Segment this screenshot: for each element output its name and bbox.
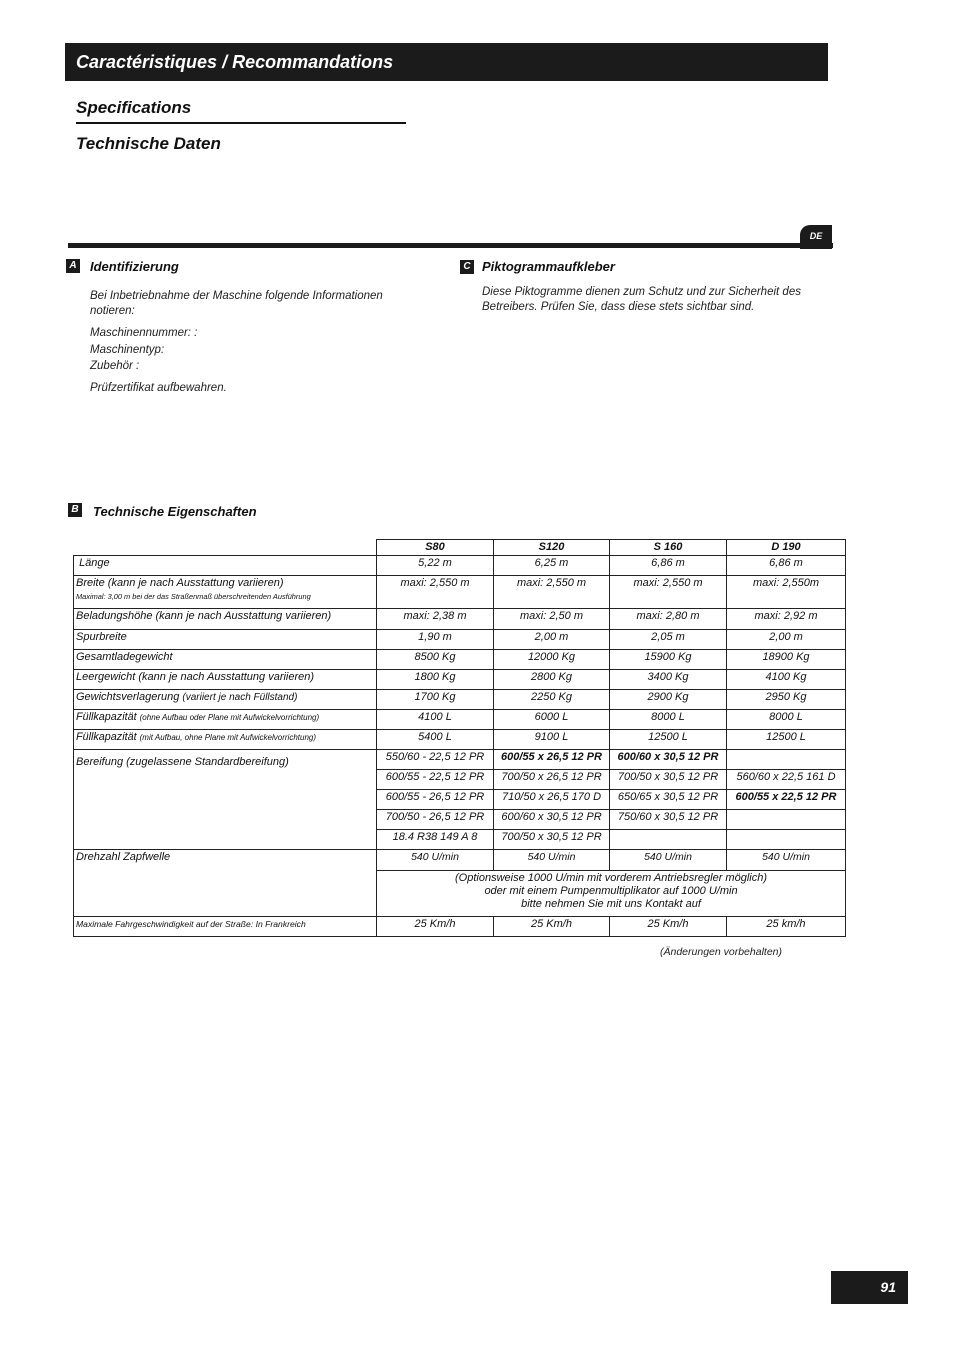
header-empty: [74, 540, 377, 556]
table-row: [74, 690, 846, 710]
tire-cell: 710/50 x 26,5 170 D: [494, 790, 610, 810]
row-note: Maximal: 3,00 m bei der das Straßenmaß überschreitenden Ausführung: [76, 592, 311, 601]
tire-cell: [727, 830, 846, 850]
section-a-letter: A: [66, 259, 80, 273]
section-c-title: Piktogrammaufkleber: [482, 259, 615, 274]
cell: 4100 L: [377, 710, 494, 730]
tire-cell: 600/55 - 26,5 12 PR: [377, 790, 494, 810]
row-label: Füllkapazität (ohne Aufbau oder Plane mit Aufwickelvorrichtung): [74, 710, 377, 730]
row-label: Maximale Fahrgeschwindigkeit auf der Straße: In Frankreich: [74, 917, 377, 937]
tire-cell: 700/50 x 26,5 12 PR: [494, 770, 610, 790]
tire-cell: 600/60 x 30,5 12 PR: [610, 750, 727, 770]
cell: 2800 Kg: [494, 670, 610, 690]
column-header: D 190: [727, 540, 846, 556]
cell: 12000 Kg: [494, 650, 610, 670]
footnote: (Änderungen vorbehalten): [660, 946, 783, 958]
table-row: [74, 917, 846, 937]
cell: 2,05 m: [610, 630, 727, 650]
row-label: Bereifung (zugelassene Standardbereifung): [74, 750, 377, 850]
cell: maxi: 2,550m: [727, 576, 846, 609]
section-rule: [68, 243, 833, 248]
cell: 2900 Kg: [610, 690, 727, 710]
cell: maxi: 2,92 m: [727, 609, 846, 630]
row-label: Gewichtsverlagerung (variiert je nach Füllstand): [74, 690, 377, 710]
table-row: [74, 576, 846, 609]
cell: maxi: 2,80 m: [610, 609, 727, 630]
tire-cell: 560/60 x 22,5 161 D: [727, 770, 846, 790]
cell: 3400 Kg: [610, 670, 727, 690]
section-a-line1: Maschinennummer: :: [90, 327, 198, 339]
table-row: [74, 750, 846, 770]
cell: 540 U/min: [610, 850, 727, 871]
tire-cell: 700/50 - 26,5 12 PR: [377, 810, 494, 830]
cell: 9100 L: [494, 730, 610, 750]
cell: maxi: 2,50 m: [494, 609, 610, 630]
tire-cell: 600/55 x 26,5 12 PR: [494, 750, 610, 770]
cell: 540 U/min: [727, 850, 846, 871]
language-tab: DE: [800, 225, 832, 249]
tire-cell: [727, 810, 846, 830]
tire-cell: 650/65 x 30,5 12 PR: [610, 790, 727, 810]
pto-note-line: (Optionsweise 1000 U/min mit vorderem Antriebsregler möglich): [455, 872, 767, 884]
cell: 2250 Kg: [494, 690, 610, 710]
section-c-letter: C: [460, 260, 474, 274]
cell: 540 U/min: [494, 850, 610, 871]
cell: 1800 Kg: [377, 670, 494, 690]
section-b-letter: B: [68, 503, 82, 517]
pto-note-cell: [377, 871, 846, 917]
subtitle-technische-daten: Technische Daten: [76, 134, 221, 153]
tire-cell: 600/55 - 22,5 12 PR: [377, 770, 494, 790]
column-header: S120: [494, 540, 610, 556]
table-row: [74, 710, 846, 730]
cell: 8500 Kg: [377, 650, 494, 670]
cell: 6,25 m: [494, 556, 610, 576]
cell: 2,00 m: [494, 630, 610, 650]
subtitle-rule: [76, 122, 406, 124]
row-label: Spurbreite: [74, 630, 377, 650]
table-row: [74, 650, 846, 670]
tire-cell: 700/50 x 30,5 12 PR: [494, 830, 610, 850]
pto-note-line: bitte nehmen Sie mit uns Kontakt auf: [521, 898, 701, 910]
cell: 25 km/h: [727, 917, 846, 937]
row-label: Gesamtladegewicht: [74, 650, 377, 670]
table-row: [74, 730, 846, 750]
tire-cell: 550/60 - 22,5 12 PR: [377, 750, 494, 770]
page-banner: Caractéristiques / Recommandations: [65, 43, 828, 81]
section-a-footer: Prüfzertifikat aufbewahren.: [90, 382, 227, 394]
cell: 18900 Kg: [727, 650, 846, 670]
table-row: [74, 609, 846, 630]
pto-note-line: oder mit einem Pumpenmultiplikator auf 1000 U/min: [484, 885, 738, 897]
cell: maxi: 2,38 m: [377, 609, 494, 630]
tire-cell: [727, 750, 846, 770]
row-label: Drehzahl Zapfwelle: [74, 850, 377, 917]
page-number: 91: [831, 1271, 908, 1304]
cell: 12500 L: [610, 730, 727, 750]
cell: 12500 L: [727, 730, 846, 750]
section-a-line3: Zubehör :: [90, 360, 140, 372]
cell: 2950 Kg: [727, 690, 846, 710]
tire-cell: [610, 830, 727, 850]
tire-cell: 18.4 R38 149 A 8: [377, 830, 494, 850]
cell: 1,90 m: [377, 630, 494, 650]
spec-table: [73, 539, 846, 937]
row-label: Länge: [74, 556, 377, 576]
cell: 6,86 m: [727, 556, 846, 576]
cell: 15900 Kg: [610, 650, 727, 670]
cell: 1700 Kg: [377, 690, 494, 710]
tire-cell: 700/50 x 30,5 12 PR: [610, 770, 727, 790]
cell: 5400 L: [377, 730, 494, 750]
cell: 25 Km/h: [377, 917, 494, 937]
section-a-line2: Maschinentyp:: [90, 344, 165, 356]
section-b-title: Technische Eigenschaften: [93, 504, 257, 519]
cell: 2,00 m: [727, 630, 846, 650]
table-header-row: [74, 540, 846, 556]
cell: maxi: 2,550 m: [494, 576, 610, 609]
cell: maxi: 2,550 m: [377, 576, 494, 609]
tire-cell: 600/55 x 22,5 12 PR: [727, 790, 846, 810]
row-label: Leergewicht (kann je nach Ausstattung variieren): [74, 670, 377, 690]
cell: 25 Km/h: [494, 917, 610, 937]
tire-cell: 750/60 x 30,5 12 PR: [610, 810, 727, 830]
cell: 6,86 m: [610, 556, 727, 576]
table-row: [74, 556, 846, 576]
subtitle-specifications: Specifications: [76, 98, 192, 117]
row-label: Breite (kann je nach Ausstattung variieren) Maximal: 3,00 m bei der das Straßenmaß überschreitenden Ausführung: [74, 576, 377, 609]
tire-cell: 600/60 x 30,5 12 PR: [494, 810, 610, 830]
row-label: Beladungshöhe (kann je nach Ausstattung variieren): [74, 609, 377, 630]
table-row: [74, 850, 846, 871]
cell: maxi: 2,550 m: [610, 576, 727, 609]
section-a-intro: Bei Inbetriebnahme der Maschine folgende Informationen notieren:: [90, 290, 383, 317]
cell: 8000 L: [610, 710, 727, 730]
cell: 8000 L: [727, 710, 846, 730]
cell: 25 Km/h: [610, 917, 727, 937]
row-label: Füllkapazität (mit Aufbau, ohne Plane mit Aufwickelvorrichtung): [74, 730, 377, 750]
table-row: [74, 670, 846, 690]
cell: 540 U/min: [377, 850, 494, 871]
column-header: S 160: [610, 540, 727, 556]
section-a-title: Identifizierung: [90, 259, 179, 274]
column-header: S80: [377, 540, 494, 556]
cell: 6000 L: [494, 710, 610, 730]
cell: 5,22 m: [377, 556, 494, 576]
table-row: [74, 630, 846, 650]
cell: 4100 Kg: [727, 670, 846, 690]
section-c-text: Diese Piktogramme dienen zum Schutz und zur Sicherheit des Betreibers. Prüfen Sie, dass diese stets sichtbar sind.: [482, 286, 801, 313]
